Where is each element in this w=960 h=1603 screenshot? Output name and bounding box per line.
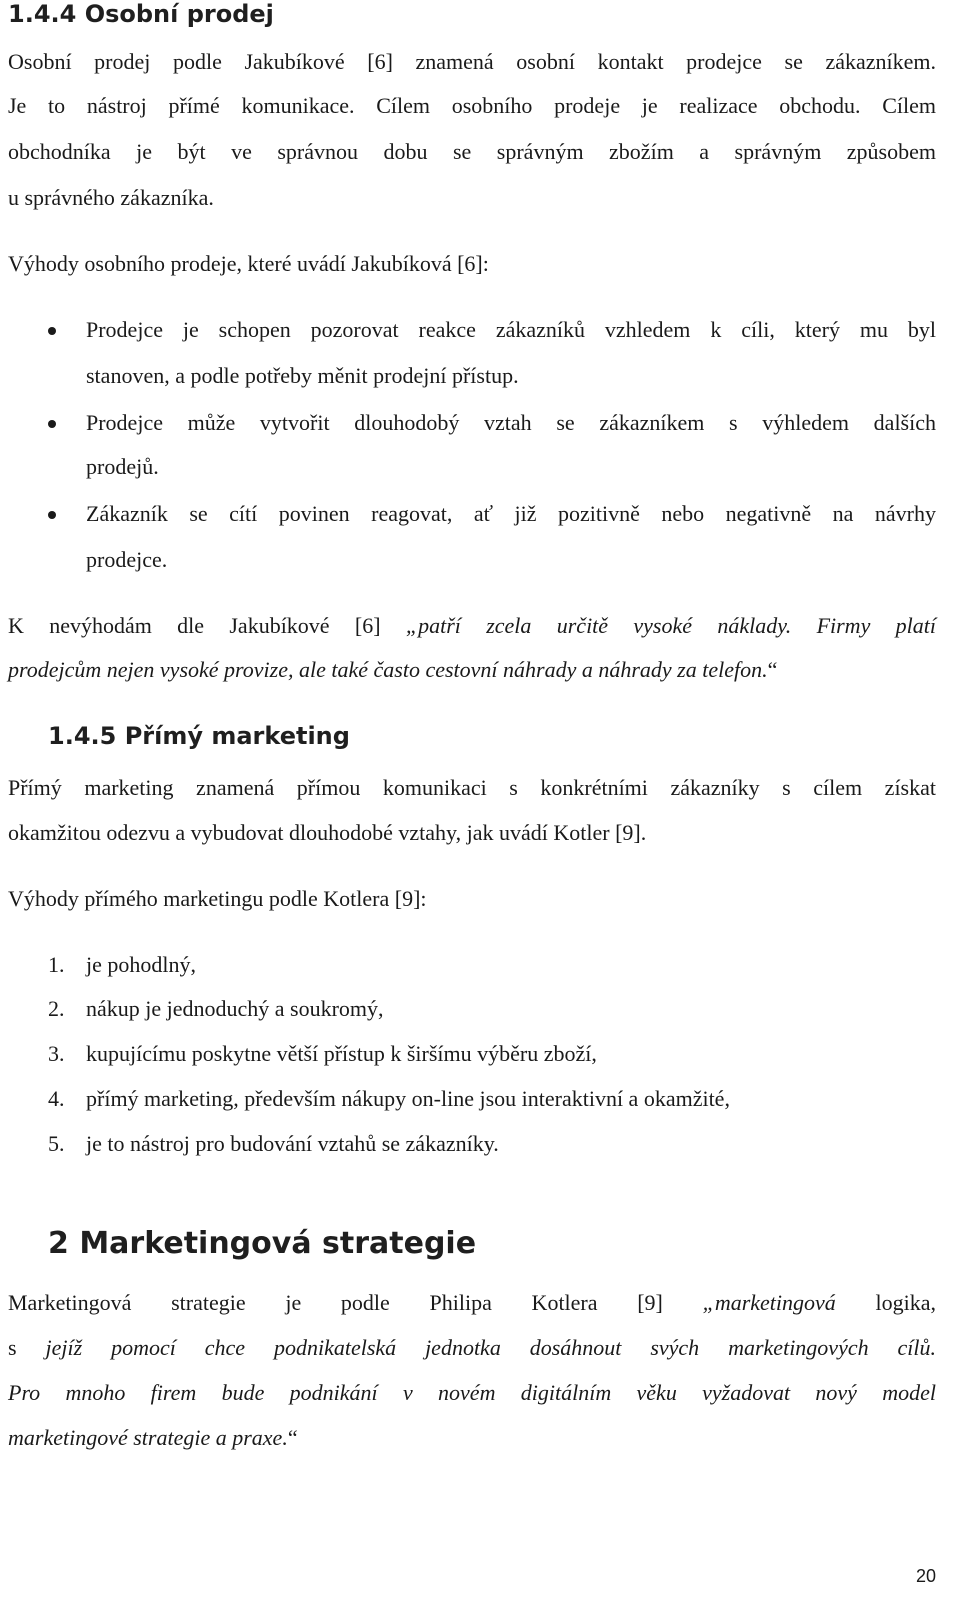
bullet-item-line: Prodejce může vytvořit dlouhodobý vztah se zákazníkem s výhledem dalších: [86, 410, 936, 435]
disadvantages-quote: prodejcům nejen vysoké provize, ale také často cestovní náhrady a náhrady za telefon.: [8, 657, 768, 682]
paragraph-line: Přímý marketing znamená přímou komunikaci s konkrétními zákazníky s cílem získat: [8, 775, 936, 800]
paragraph-line: [8, 1333, 936, 1363]
text-span: logika,: [835, 1290, 936, 1315]
quote-span: marketingové strategie a praxe.: [8, 1425, 288, 1450]
bullet-item-line: prodejů.: [86, 454, 159, 479]
list-item: je to nástroj pro budování vztahů se zákazníky.: [86, 1131, 499, 1156]
paragraph-line: Je to nástroj přímé komunikace. Cílem osobního prodeje je realizace obchodu. Cílem: [8, 93, 936, 118]
paragraph-line: [8, 1423, 936, 1453]
list-item: přímý marketing, především nákupy on-line jsou interaktivní a okamžité,: [86, 1086, 730, 1111]
paragraph-line: okamžitou odezvu a vybudovat dlouhodobé vztahy, jak uvádí Kotler [9].: [8, 820, 647, 845]
heading-2: 2 Marketingová strategie: [48, 1226, 477, 1261]
quote-span: „marketingová: [702, 1290, 836, 1315]
paragraph-line: Osobní prodej podle Jakubíkové [6] znamená osobní kontakt prodejce se zákazníkem.: [8, 49, 936, 74]
disadvantages-lead: K nevýhodám dle Jakubíkové [6]: [8, 613, 406, 638]
list-number: 5.: [48, 1131, 65, 1156]
bullet-item-line: Zákazník se cítí povinen reagovat, ať již pozitivně nebo negativně na návrhy: [86, 501, 936, 526]
bullet-item-line: prodejce.: [86, 547, 168, 572]
bullet-icon: [48, 420, 56, 428]
bullet-icon: [48, 327, 56, 335]
text-span: Marketingová strategie je podle Philipa Kotlera [9]: [8, 1290, 703, 1315]
paragraph-line: [8, 1378, 936, 1408]
quote-span: Pro mnoho firem bude podnikání v novém digitálním věku vyžadovat nový model: [8, 1380, 936, 1405]
bullet-icon: [48, 511, 56, 519]
paragraph-line: u správného zákazníka.: [8, 185, 214, 210]
disadvantages-line: [8, 611, 936, 641]
list-number: 4.: [48, 1086, 65, 1111]
list-number: 3.: [48, 1041, 65, 1066]
bullet-item-line: stanoven, a podle potřeby měnit prodejní přístup.: [86, 363, 519, 388]
disadvantages-quote: „patří zcela určitě vysoké náklady. Firmy platí: [405, 613, 936, 638]
quote-span: jejíž pomocí chce podnikatelská jednotka dosáhnout svých marketingových cílů.: [45, 1335, 937, 1360]
advantages-intro: Výhody osobního prodeje, které uvádí Jakubíková [6]:: [8, 251, 489, 276]
paragraph-line: [8, 1288, 936, 1318]
quote-close: “: [287, 1425, 298, 1450]
disadvantages-line: [8, 655, 936, 685]
bullet-item-line: Prodejce je schopen pozorovat reakce zákazníků vzhledem k cíli, který mu byl: [86, 317, 936, 342]
heading-1-4-5: 1.4.5 Přímý marketing: [48, 722, 350, 750]
quote-close: “: [767, 657, 778, 682]
text-span: s: [8, 1335, 46, 1360]
list-number: 1.: [48, 952, 65, 977]
paragraph-line: obchodníka je být ve správnou dobu se správným zbožím a správným způsobem: [8, 139, 936, 164]
list-number: 2.: [48, 996, 65, 1021]
list-item: je pohodlný,: [86, 952, 196, 977]
advantages-intro: Výhody přímého marketingu podle Kotlera [9]:: [8, 886, 427, 911]
list-item: nákup je jednoduchý a soukromý,: [86, 996, 384, 1021]
heading-1-4-4: 1.4.4 Osobní prodej: [8, 0, 274, 28]
list-item: kupujícímu poskytne větší přístup k širšímu výběru zboží,: [86, 1041, 597, 1066]
page-number: 20: [915, 1566, 936, 1586]
